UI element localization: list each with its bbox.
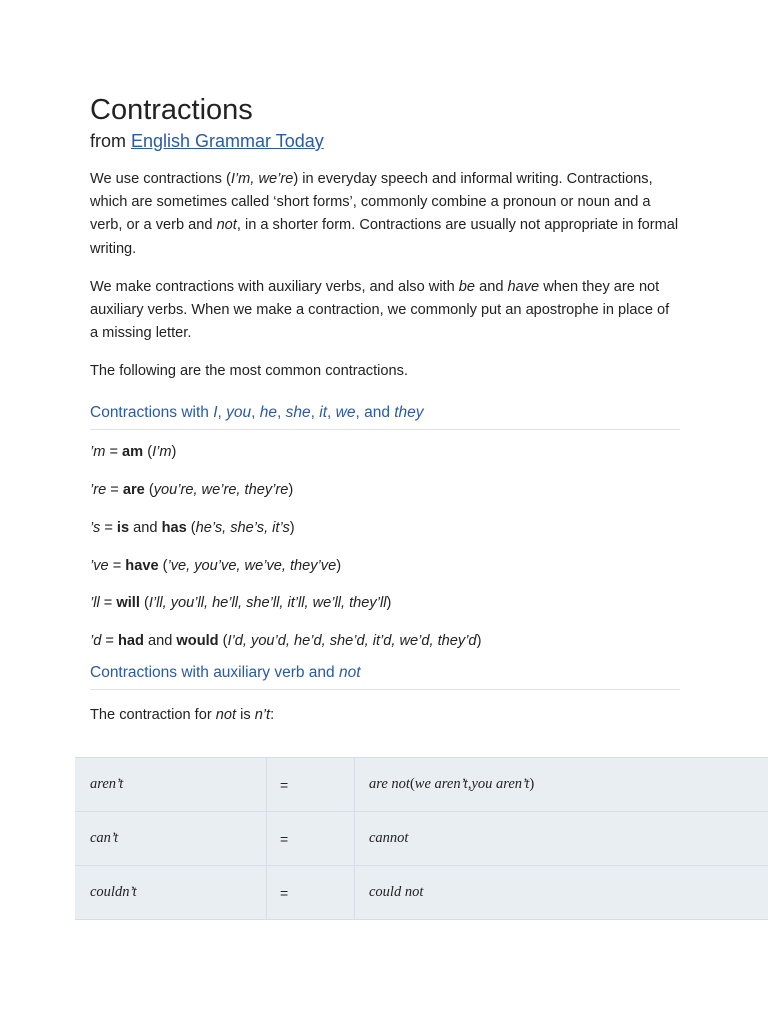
full-form	[369, 769, 768, 801]
text: is	[236, 706, 255, 723]
full-verb: am	[122, 444, 144, 461]
page-title: Contractions	[90, 94, 253, 126]
equals: =	[105, 444, 123, 461]
example-text: not	[215, 706, 237, 723]
contractions-table	[75, 757, 768, 920]
heading-not: not	[338, 663, 361, 681]
heading-pronoun: we	[335, 403, 356, 421]
equals: =	[108, 557, 126, 574]
contraction-item	[90, 434, 680, 472]
source-prefix: from	[90, 131, 132, 151]
heading-pronoun: I	[213, 403, 218, 421]
article	[90, 92, 680, 726]
full-verb: are	[122, 482, 145, 499]
connector: and	[129, 519, 162, 536]
text: We use contractions (	[90, 171, 231, 187]
short-form-cell	[75, 758, 267, 812]
equals-sign: =	[280, 830, 289, 847]
full-verb: would	[176, 632, 219, 649]
equals-sign: =	[280, 884, 289, 901]
contraction-item	[90, 584, 680, 622]
text: , in a shorter form. Contractions are usually not appropriate in formal writing.	[90, 217, 679, 257]
heading-pronoun: it	[319, 403, 328, 421]
short-form-cell	[75, 866, 267, 920]
paren: )	[171, 444, 177, 461]
example-text: have	[507, 278, 540, 295]
contraction-form: ’s	[90, 519, 101, 536]
short-form: can’t	[90, 830, 119, 846]
full-verb: had	[118, 632, 144, 649]
full-form-text: are not	[369, 776, 410, 792]
examples: I’ll, you’ll, he’ll, she’ll, it’ll, we’ll, they’ll	[148, 595, 387, 612]
contraction-form: ’m	[90, 444, 106, 461]
intro-paragraph	[90, 168, 680, 261]
equals-cell	[267, 812, 355, 866]
contraction-item	[90, 547, 680, 585]
heading-text: ,	[327, 403, 336, 421]
paren: (	[186, 519, 196, 536]
source-link[interactable]: English Grammar Today	[131, 131, 324, 151]
heading-text: Contractions with	[90, 403, 214, 421]
full-verb: is	[116, 519, 130, 536]
contraction-form: ’re	[90, 482, 107, 499]
text: and	[475, 278, 508, 295]
equals-cell	[267, 866, 355, 920]
full-verb: has	[161, 519, 187, 536]
heading-text: ,	[217, 403, 227, 421]
paren: (	[218, 632, 228, 649]
examples: ’ve, you’ve, we’ve, they’ve	[167, 557, 337, 574]
text: We make contractions with auxiliary verbs, and also with	[90, 278, 459, 295]
paren: )	[289, 519, 295, 536]
full-form	[369, 877, 768, 909]
paren: )	[476, 632, 482, 649]
examples: he’s, she’s, it’s	[195, 519, 290, 536]
heading-text: ,	[251, 403, 260, 421]
example-text: be	[458, 278, 476, 295]
full-form-cell	[355, 866, 768, 920]
paren: )	[336, 557, 342, 574]
short-form-cell	[75, 812, 267, 866]
text: The contraction for	[90, 706, 216, 723]
paren: (	[143, 444, 153, 461]
examples: you’re, we’re, they’re	[153, 482, 289, 499]
section-heading-pronouns	[90, 402, 680, 430]
example-text: you aren’t	[471, 776, 530, 792]
paren: (	[409, 776, 415, 792]
contraction-list	[90, 434, 680, 660]
separator: ,	[467, 776, 472, 792]
heading-text: , and	[355, 403, 395, 421]
short-form: aren’t	[90, 776, 124, 792]
equals: =	[100, 519, 117, 536]
full-form	[369, 823, 768, 855]
paren: )	[529, 776, 535, 792]
full-verb: have	[125, 557, 159, 574]
heading-pronoun: they	[394, 403, 424, 421]
example-text: not	[216, 217, 237, 234]
contraction-item	[90, 622, 680, 660]
source-line	[90, 129, 680, 153]
paren: (	[158, 557, 168, 574]
equals: =	[99, 595, 117, 612]
text: :	[270, 706, 275, 723]
contraction-form: ’ll	[90, 595, 100, 612]
text: when they are not auxiliary verbs. When we make a contraction, we commonly put an apostrophe in place of a missing letter.	[90, 278, 670, 342]
heading-text: ,	[277, 403, 286, 421]
example-text: I’m, we’re	[230, 171, 294, 187]
example-text: n’t	[254, 706, 271, 723]
contraction-form: ’d	[90, 632, 102, 649]
equals: =	[101, 632, 118, 649]
full-form-text: cannot	[369, 830, 409, 846]
connector: and	[143, 632, 177, 649]
equals-cell	[267, 758, 355, 812]
paren: )	[386, 595, 392, 612]
full-form-cell	[355, 758, 768, 812]
contraction-form: ’ve	[90, 557, 109, 574]
examples: I’m	[152, 444, 172, 461]
paren: )	[288, 482, 294, 499]
table-row	[75, 812, 768, 866]
heading-pronoun: you	[226, 403, 252, 421]
examples: I’d, you’d, he’d, she’d, it’d, we’d, they’d	[227, 632, 477, 649]
common-paragraph: The following are the most common contractions.	[90, 363, 408, 380]
full-form-text: could not	[369, 884, 424, 900]
heading-pronoun: he	[259, 403, 278, 421]
paren: (	[144, 482, 154, 499]
contraction-item	[90, 471, 680, 509]
table-row	[75, 758, 768, 812]
not-intro	[90, 704, 680, 726]
full-form-cell	[355, 812, 768, 866]
full-verb: will	[116, 595, 140, 612]
paren: (	[139, 595, 149, 612]
example-text: we aren’t	[414, 776, 468, 792]
auxiliary-paragraph	[90, 276, 680, 346]
contraction-item	[90, 509, 680, 547]
heading-pronoun: she	[285, 403, 311, 421]
short-form: couldn’t	[90, 884, 137, 900]
equals: =	[106, 482, 123, 499]
heading-text: Contractions with auxiliary verb and	[90, 663, 339, 681]
text: ) in everyday speech and informal writing. Contractions, which are sometimes called ‘short forms’, commonly combine a pronoun or noun and a verb, or a verb and	[90, 171, 653, 234]
section-heading-not	[90, 662, 680, 690]
equals-sign: =	[280, 776, 289, 793]
table-row	[75, 866, 768, 920]
heading-text: ,	[310, 403, 320, 421]
